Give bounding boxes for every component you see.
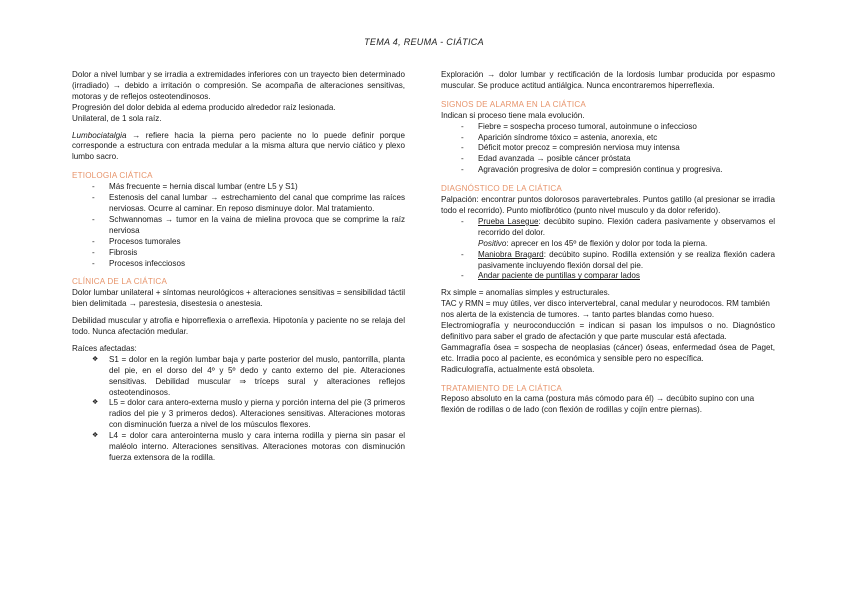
clinica-paragraph-2: Debilidad muscular y atrofia e hiporreflexia o arreflexia. Hipotonía y paciente no se relaja del todo. Nunca afectación medular.	[72, 316, 405, 337]
list-item: - Schwannomas → tumor en la vaina de mielina provoca que se comprime la raíz nerviosa	[92, 215, 405, 237]
signos-intro: Indican si proceso tiene mala evolución.	[441, 110, 585, 120]
palpacion-paragraph: Palpación: encontrar puntos dolorosos paravertebrales. Puntos gatillo (al presionar se irradia todo el recorrido). Punto miofibrótico (punto nivel musculo y da dolor referido).	[441, 195, 775, 215]
lumbociatalgia-text: → refiere hacia la pierna pero paciente no lo puede definir porque corresponde a estructura con entrada medular a la misma altura que nervio ciático y plexo lumbo sacro.	[72, 130, 405, 162]
lumbociatalgia-term: Lumbociatalgia	[72, 130, 127, 140]
list-item	[461, 217, 775, 250]
list-item: - Más frecuente = hernia discal lumbar (entre L5 y S1)	[92, 182, 405, 193]
list-item: - Estenosis del canal lumbar → estrechamiento del canal que comprime las raíces nerviosas. Ocurre al caminar. En reposo disminuye dolor. Mal tratamiento.	[92, 193, 405, 215]
intro-paragraph: Dolor a nivel lumbar y se irradia a extremidades inferiores con un trayecto bien determinado (irradiado) → debido a irritación o compresión. Se acompaña de alteraciones sensitivas, motoras y de reflejos osteotendinosos.	[72, 70, 405, 101]
signos-list	[441, 122, 775, 177]
list-item: ❖ S1 = dolor en la región lumbar baja y parte posterior del muslo, pantorrilla, planta del pie, en el dorso del 4º y 5º dedo y canto externo del pie. Alteraciones sensitivas. Debilidad muscular ⇒ tríceps sural y alteraciones reflejos osteotendinosos.	[92, 355, 405, 399]
list-item: - Fibrosis	[92, 248, 405, 259]
rx-paragraph: Rx simple = anomalías simples y estructurales.	[441, 288, 610, 298]
list-item: - Fiebre = sospecha proceso tumoral, autoinmune o infeccioso	[461, 122, 775, 133]
raices-label: Raíces afectadas:	[72, 343, 137, 353]
list-item: - Procesos infecciosos	[92, 259, 405, 270]
raices-list	[72, 355, 405, 464]
puntillas-label: Andar paciente de puntillas y comparar lados	[478, 271, 640, 281]
positivo-text: : aprecer en los 45º de flexión y dolor por toda la pierna.	[506, 238, 708, 248]
list-item	[461, 271, 775, 282]
intro-progression: Progresión del dolor debida al edema producido alrededor raíz lesionada.	[72, 102, 336, 112]
electro-paragraph: Electromiografía y neuroconducción = indican si pasan los impulsos o no. Diagnóstico definitivo para saber el grado de afectación y que parte muscular está afectada.	[441, 321, 775, 341]
radio-paragraph: Radiculografía, actualmente está obsoleta.	[441, 364, 595, 374]
clinica-paragraph-1: Dolor lumbar unilateral + síntomas neurológicos + alteraciones sensitivas = sensibilidad táctil bien delimitada → parestesia, disestesia o anestesia.	[72, 288, 405, 309]
exploracion-paragraph: Exploración → dolor lumbar y rectificación de la lordosis lumbar producida por espasmo muscular. Se produce actitud antiálgica. Nunca encontraremos hiperreflexia.	[441, 70, 775, 90]
list-item: - Procesos tumorales	[92, 237, 405, 248]
list-item: - Agravación progresiva de dolor = compresión continua y progresiva.	[461, 165, 775, 176]
lumbociatalgia-paragraph	[72, 131, 405, 164]
pruebas-list	[441, 217, 775, 282]
left-column	[72, 70, 405, 464]
gamma-paragraph: Gammagrafía ósea = sospecha de neoplasias (cáncer) óseas, enfermedad ósea de Paget, etc. Irradia poco al paciente, es económica y sensible pero no específica.	[441, 342, 775, 363]
intro-unilateral: Unilateral, de 1 sola raíz.	[72, 113, 162, 123]
etiologia-list	[72, 182, 405, 269]
bragard-text: : decúbito supino. Rodilla extensión y se realiza flexión cadera pasivamente incluyendo flexión dorsal del pie.	[478, 249, 775, 270]
signos-heading: SIGNOS DE ALARMA EN LA CIÁTICA	[441, 99, 586, 109]
list-item: ❖ L5 = dolor cara antero-externa muslo y pierna y porción interna del pie (3 primeros radios del pie y 3 primeros dedos). Alteraciones sensitivas. Alteraciones motoras con disminución fuerza a nivel de los músculos flexores.	[92, 398, 405, 431]
lasegue-label: Prueba Lasegue	[478, 216, 539, 226]
list-item	[461, 250, 775, 272]
list-item: - Edad avanzada → posible cáncer próstata	[461, 154, 775, 165]
list-item: - Déficit motor precoz = compresión nerviosa muy intensa	[461, 143, 775, 154]
lasegue-text: : decúbito supino. Flexión cadera pasivamente y observamos el recorrido del dolor.	[478, 216, 775, 237]
tac-paragraph: TAC y RMN = muy útiles, ver disco intervertebral, canal medular y neurodocos. RM también nos alerta de la existencia de tumores. → tanto partes blandas como hueso.	[441, 299, 770, 320]
clinica-heading: CLÍNICA DE LA CIÁTICA	[72, 277, 168, 287]
tratamiento-heading: TRATAMIENTO DE LA CIÁTICA	[441, 383, 563, 393]
list-item: - Aparición síndrome tóxico = astenia, anorexia, etc	[461, 133, 775, 144]
positivo-label: Positivo	[478, 238, 507, 248]
diagnostico-heading: DIAGNÓSTICO DE LA CIÁTICA	[441, 184, 563, 194]
etiologia-heading: ETIOLOGIA CIÁTICA	[72, 171, 153, 181]
right-column	[441, 70, 775, 416]
list-item: ❖ L4 = dolor cara anterointerna muslo y cara interna rodilla y pierna sin pasar el maléolo interno. Alteraciones sensitivas. Alteraciones motoras con disminución fuerza extensora de la rodilla.	[92, 431, 405, 464]
page-title: TEMA 4, REUMA - CIÁTICA	[364, 37, 484, 47]
tratamiento-paragraph: Reposo absoluto en la cama (postura más cómodo para él) → decúbito supino con una flexión de rodillas o de lado (con flexión de rodillas y cojín entre piernas).	[441, 394, 755, 415]
bragard-label: Maniobra Bragard	[478, 249, 544, 259]
